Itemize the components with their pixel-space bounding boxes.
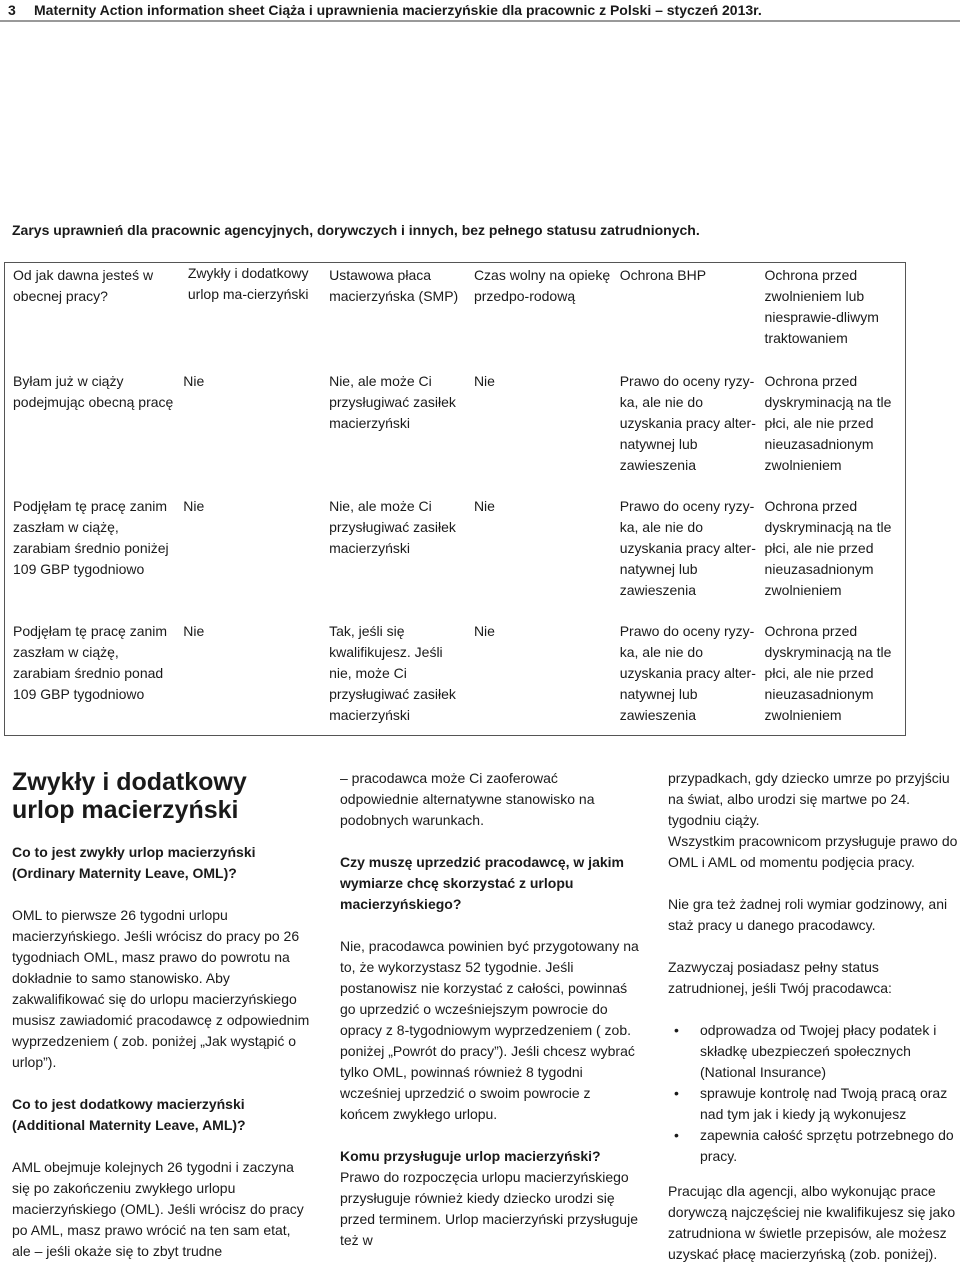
table-row <box>5 496 906 621</box>
paragraph-employee-status: Zazwyczaj posiadasz pełny status zatrudnionej, jeśli Twój pracodawca: <box>668 959 892 996</box>
table-cell: Nie, ale może Ci przysługiwać zasiłek macierzyński <box>329 498 456 556</box>
question-oml: Co to jest zwykły urlop macierzyński (Ordinary Maternity Leave, OML)? <box>12 844 256 881</box>
employer-criteria-list <box>668 1020 960 1167</box>
list-item <box>668 1083 960 1125</box>
section-heading: Zwykły i dodatkowy urlop macierzyński <box>12 768 247 824</box>
question-aml: Co to jest dodatkowy macierzyński (Additional Maternity Leave, AML)? <box>12 1096 246 1133</box>
header-rule <box>0 20 960 22</box>
paragraph-aml: AML obejmuje kolejnych 26 tygodni i zaczyna się po zakończeniu zwykłego urlopu macierzyńskiego (OML). Jeśli wrócisz do pracy po AML, masz prawo wrócić na ten sam etat, ale – jeśli okaże się to zbyt trudne <box>12 1159 304 1259</box>
list-item-text: zapewnia całość sprzętu potrzebnego do pracy. <box>700 1127 954 1164</box>
question-eligibility: Komu przysługuje urlop macierzyński? <box>340 1148 601 1164</box>
paragraph-all-employees: Wszystkim pracownicom przysługuje prawo do OML i AML od momentu podjęcia pracy. <box>668 833 958 870</box>
table-header-cell: Ochrona BHP <box>619 267 707 283</box>
table-cell: Podjęłam tę pracę zanim zaszłam w ciążę, zarabiam średnio ponad 109 GBP tygodniowo <box>13 623 168 702</box>
table-cell: Nie <box>183 498 205 514</box>
table-cell: Nie <box>183 623 205 639</box>
page-number: 3 <box>8 2 16 18</box>
table-cell: Nie <box>183 373 205 389</box>
table-cell: Ochrona przed dyskryminacją na tle płci, ale nie przed nieuzasadnionym zwolnieniem <box>764 498 892 598</box>
table-cell: Nie <box>473 373 495 389</box>
table-cell: Ochrona przed dyskryminacją na tle płci, ale nie przed nieuzasadnionym zwolnieniem <box>764 623 892 723</box>
table-header-cell: Czas wolny na opiekę przedpo-rodową <box>473 267 611 304</box>
table-cell: Byłam już w ciąży podejmując obecną pracę <box>13 373 174 410</box>
text-column-2 <box>340 768 640 1272</box>
paragraph-stillbirth: przypadkach, gdy dziecko umrze po przyjściu na świat, albo urodzi się martwe po 24. tygodniu ciąży. <box>668 770 950 828</box>
table-cell: Podjęłam tę pracę zanim zaszłam w ciążę, zarabiam średnio poniżej 109 GBP tygodniowo <box>13 498 169 577</box>
header-title: Maternity Action information sheet Ciąża i uprawnienia macierzyńskie dla pracownic z Polski – styczeń 2013r. <box>34 2 762 18</box>
paragraph-oml: OML to pierwsze 26 tygodni urlopu macierzyńskiego. Jeśli wrócisz do pracy po 26 tygodniach OML, masz prawo do powrotu na dokładnie to samo stanowisko. Aby zakwalifikować się do urlopu macierzyńskiego musisz zawiadomić pracodawcę z odpowiednim wyprzedzeniem ( zob. poniżej „Jak wystąpić o urlop”). <box>12 907 310 1070</box>
paragraph-hours: Nie gra też żadnej roli wymiar godzinowy, ani staż pracy u danego pracodawcy. <box>668 896 948 933</box>
table-cell: Nie <box>473 498 495 514</box>
table-header-cell: Od jak dawna jesteś w obecnej pracy? <box>13 267 154 304</box>
list-item <box>668 1020 960 1083</box>
page-header <box>0 0 960 24</box>
paragraph-notice: Nie, pracodawca powinien być przygotowany na to, że wykorzystasz 52 tygodnie. Jeśli postanowisz nie korzystać z całości, powinnaś go uprzedzić o wcześniejszym powrocie do opracy z 8-tygodniowym wyprzedzeniem ( zob. poniżej „Powrót do pracy”). Jeśli chcesz wybrać tylko OML, powinnaś również 8 tygodni wcześniej uprzedzić o swoim powrocie z końcem zwykłego urlopu. <box>340 938 639 1122</box>
paragraph-agency-work: Pracując dla agencji, albo wykonując prace dorywczą najczęściej nie kwalifikujesz się jako zatrudniona w świetle przepisów, ale możesz uzyskać płacę macierzyńską (zob. poniżej). <box>668 1183 956 1262</box>
question-notice: Czy muszę uprzedzić pracodawcę, w jakim wymiarze chcę skorzystać z urlopu macierzyńskiego? <box>340 854 624 912</box>
summary-line: Zarys uprawnień dla pracownic agencyjnych, dorywczych i innych, bez pełnego statusu zatrudnionych. <box>12 222 700 238</box>
paragraph-alternative-job: – pracodawca może Ci zaoferować odpowiednie alternatywne stanowisko na podobnych warunkach. <box>340 770 595 828</box>
table-cell: Prawo do oceny ryzy-ka, ale nie do uzyskania pracy alter-natywnej lub zawieszenia <box>619 373 756 473</box>
table-header-cell: Ochrona przed zwolnieniem lub niesprawie-dliwym traktowaniem <box>764 267 879 346</box>
text-column-1 <box>12 768 312 1283</box>
table-row <box>5 371 906 496</box>
table-row <box>5 621 906 736</box>
list-item-text: sprawuje kontrolę nad Twoją pracą oraz nad tym jak i kiedy ją wykonujesz <box>700 1085 948 1122</box>
text-column-3 <box>668 768 960 1286</box>
table-cell: Nie, ale może Ci przysługiwać zasiłek macierzyński <box>329 373 456 431</box>
table-cell: Ochrona przed dyskryminacją na tle płci, ale nie przed nieuzasadnionym zwolnieniem <box>764 373 892 473</box>
table-cell: Prawo do oceny ryzy-ka, ale nie do uzyskania pracy alter-natywnej lub zawieszenia <box>619 623 756 723</box>
bullet-icon: • <box>674 1127 679 1143</box>
table-header-row <box>5 263 906 372</box>
bullet-icon: • <box>674 1022 679 1038</box>
list-item-text: odprowadza od Twojej płacy podatek i składkę ubezpieczeń społecznych (National Insurance) <box>700 1022 937 1080</box>
table-cell: Prawo do oceny ryzy-ka, ale nie do uzyskania pracy alter-natywnej lub zawieszenia <box>619 498 756 598</box>
table-header-cell: Ustawowa płaca macierzyńska (SMP) <box>329 267 459 304</box>
bullet-icon: • <box>674 1085 679 1101</box>
paragraph-eligibility: Prawo do rozpoczęcia urlopu macierzyńskiego przysługuje również kiedy dziecko urodzi się przed terminem. Urlop macierzyński przysługuje też w <box>340 1169 638 1248</box>
entitlements-table <box>4 262 906 736</box>
table-header-cell: Zwykły i dodatkowy urlop ma-cierzyński <box>187 265 309 302</box>
list-item <box>668 1125 960 1167</box>
table-cell: Tak, jeśli się kwalifikujesz. Jeśli nie, może Ci przysługiwać zasiłek macierzyński <box>329 623 456 723</box>
table-cell: Nie <box>473 623 495 639</box>
